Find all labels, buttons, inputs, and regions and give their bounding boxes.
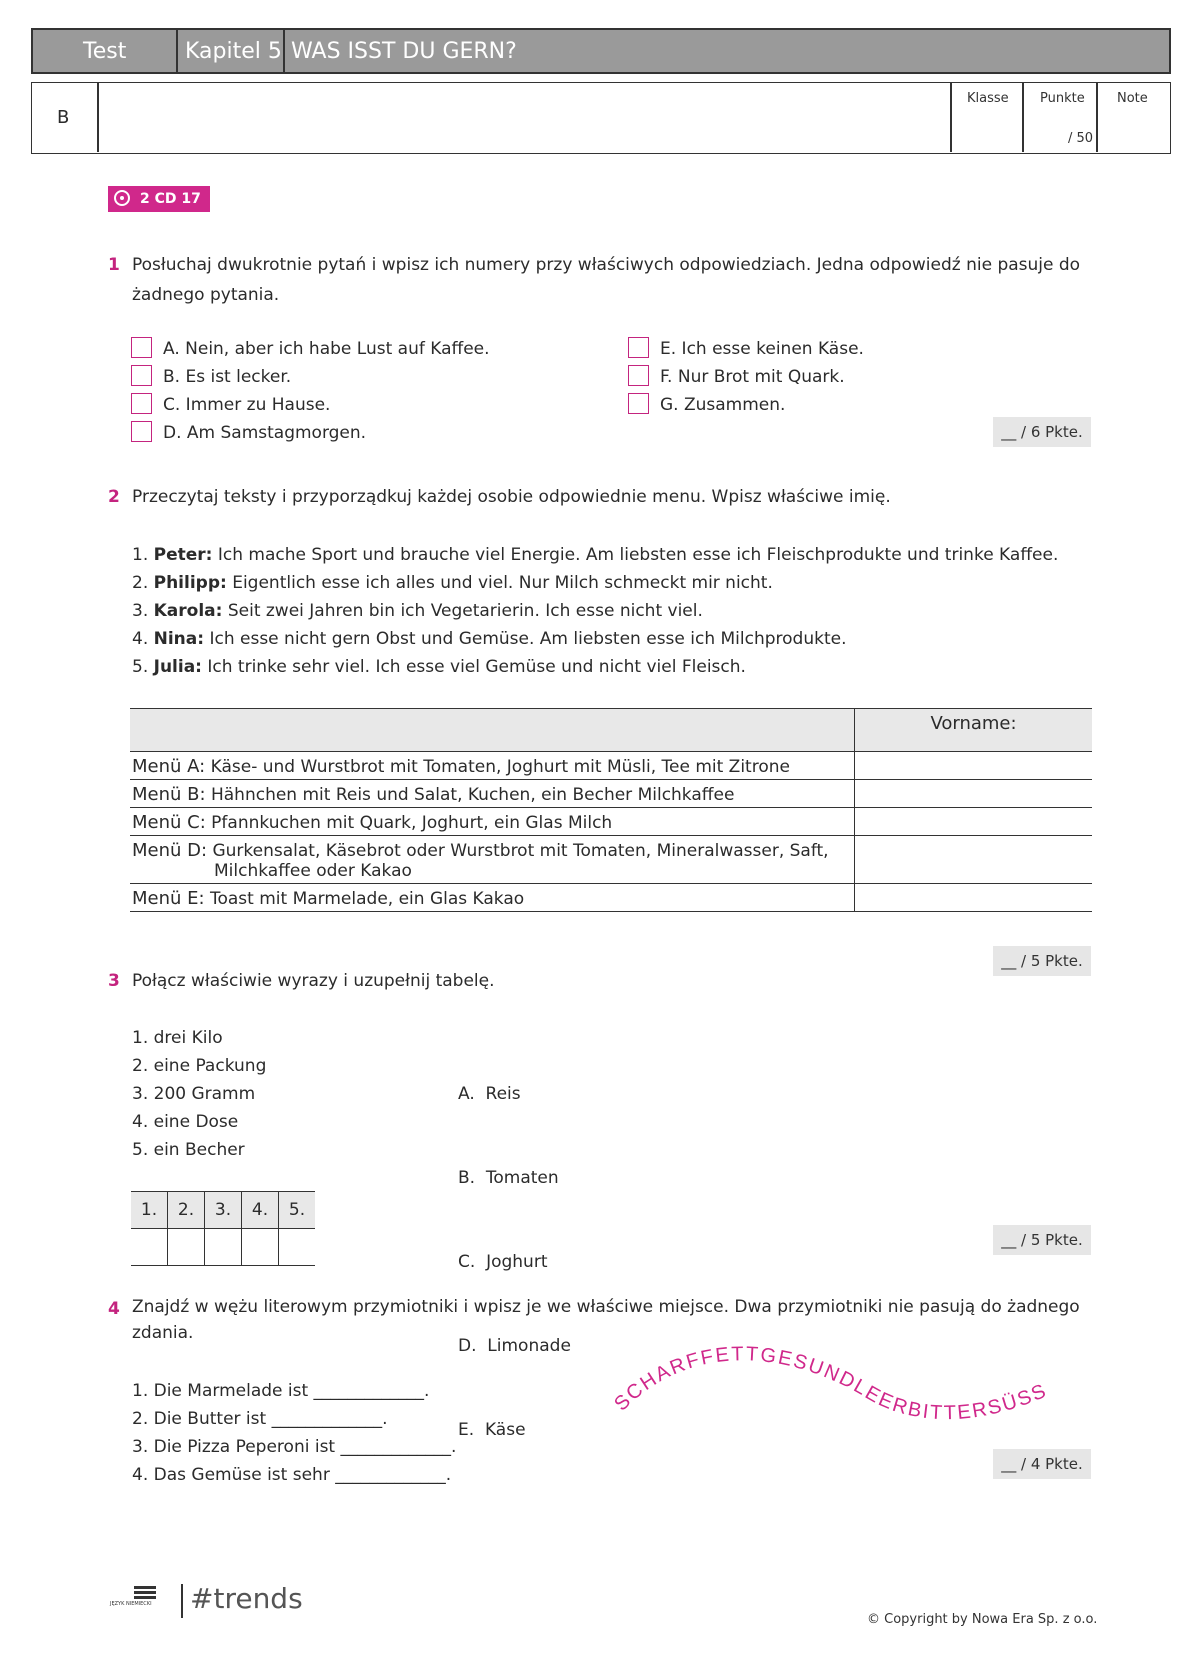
- table-row: Menü E: Toast mit Marmelade, ein Glas Kakao: [130, 884, 1092, 912]
- fill-in-sentence[interactable]: 2. Die Butter ist _____________.: [132, 1409, 388, 1429]
- punkte-total: / 50: [1068, 131, 1094, 146]
- divider: [950, 83, 952, 152]
- task-number: 4: [108, 1299, 120, 1319]
- grid-header: 5.: [279, 1192, 316, 1229]
- table-row: Menü B: Hähnchen mit Reis und Salat, Kuchen, ein Becher Milchkaffee: [130, 780, 1092, 808]
- student-info-box: [31, 82, 1171, 154]
- person-item: 2. Philipp: Eigentlich esse ich alles und viel. Nur Milch schmeckt mir nicht.: [132, 573, 773, 593]
- list-item: A. Reis: [458, 1084, 521, 1104]
- table-row: Menü C: Pfannkuchen mit Quark, Joghurt, ein Glas Milch: [130, 808, 1092, 836]
- task-instruction: Połącz właściwie wyrazy i uzupełnij tabelę.: [132, 971, 495, 991]
- instruction-line: zdania.: [132, 1323, 194, 1343]
- product-list: [458, 1024, 571, 1472]
- fill-in-sentence[interactable]: 3. Die Pizza Peperoni ist _____________.: [132, 1437, 457, 1457]
- snake-text: SCHARFFETTGESUNDLEERBITTERSÜSS: [610, 1343, 1051, 1425]
- menu-table: [130, 708, 1092, 912]
- list-item: 4. eine Dose: [132, 1112, 239, 1132]
- audio-track-label: 2 CD 17: [140, 191, 201, 207]
- option-b: B. Es ist lecker.: [163, 367, 292, 387]
- punkte-label: Punkte: [1040, 91, 1085, 106]
- group-label: B: [57, 107, 70, 128]
- answer-checkbox[interactable]: [131, 365, 152, 386]
- points-box: __ / 5 Pkte.: [993, 1225, 1091, 1255]
- table-row: Menü A: Käse- und Wurstbrot mit Tomaten, Joghurt mit Müsli, Tee mit Zitrone: [130, 752, 1092, 780]
- points-box: __ / 4 Pkte.: [993, 1449, 1091, 1479]
- answer-grid: [131, 1191, 315, 1266]
- table-header-empty: [130, 709, 855, 752]
- points-box: __ / 6 Pkte.: [993, 417, 1091, 447]
- answer-checkbox[interactable]: [628, 337, 649, 358]
- option-c: C. Immer zu Hause.: [163, 395, 331, 415]
- person-item: 5. Julia: Ich trinke sehr viel. Ich esse viel Gemüse und nicht viel Fleisch.: [132, 657, 746, 677]
- list-item: E. Käse: [458, 1420, 526, 1440]
- header-divider: [176, 30, 178, 72]
- header-divider: [283, 30, 285, 72]
- instruction-line: Znajdź w wężu literowym przymiotniki i wpisz je we właściwe miejsce. Dwa przymiotniki nie pasują do żadnego: [132, 1297, 1080, 1317]
- list-item: D. Limonade: [458, 1336, 571, 1356]
- name-answer-cell[interactable]: [855, 752, 1093, 780]
- letter-snake: [600, 1330, 1100, 1450]
- fill-in-sentence[interactable]: 1. Die Marmelade ist _____________.: [132, 1381, 430, 1401]
- table-header-vorname: Vorname:: [855, 709, 1093, 752]
- grid-header: 2.: [168, 1192, 205, 1229]
- list-item: 2. eine Packung: [132, 1056, 267, 1076]
- option-f: F. Nur Brot mit Quark.: [660, 367, 845, 387]
- divider: [1022, 83, 1024, 152]
- instruction-line: Posłuchaj dwukrotnie pytań i wpisz ich numery przy właściwych odpowiedziach. Jedna odpowiedź nie pasuje do: [132, 255, 1081, 275]
- grid-answer-cell[interactable]: [279, 1229, 316, 1266]
- points-box: __ / 5 Pkte.: [993, 946, 1091, 976]
- answer-checkbox[interactable]: [628, 393, 649, 414]
- publisher-small-text: JĘZYK NIEMIECKI: [110, 1601, 152, 1607]
- sentence-list: [132, 1377, 456, 1489]
- option-a: A. Nein, aber ich habe Lust auf Kaffee.: [163, 339, 490, 359]
- name-answer-cell[interactable]: [855, 780, 1093, 808]
- grid-answer-cell[interactable]: [242, 1229, 279, 1266]
- answer-checkbox[interactable]: [131, 337, 152, 358]
- note-label: Note: [1117, 91, 1148, 106]
- audio-track-badge: [108, 186, 210, 212]
- list-item: B. Tomaten: [458, 1168, 559, 1188]
- list-item: 3. 200 Gramm: [132, 1084, 256, 1104]
- answer-checkbox[interactable]: [131, 421, 152, 442]
- publisher-logo: [110, 1586, 158, 1607]
- task-instruction: Przeczytaj teksty i przyporządkuj każdej osobie odpowiednie menu. Wpisz właściwe imię.: [132, 487, 891, 507]
- task-number: 2: [108, 487, 120, 507]
- option-e: E. Ich esse keinen Käse.: [660, 339, 864, 359]
- page-title: WAS ISST DU GERN?: [291, 39, 517, 64]
- person-item: 1. Peter: Ich mache Sport und brauche viel Energie. Am liebsten esse ich Fleischprodukte und trinke Kaffee.: [132, 545, 1059, 565]
- task-instruction: [132, 250, 1132, 310]
- quantity-list: [132, 1024, 266, 1164]
- option-g: G. Zusammen.: [660, 395, 786, 415]
- table-row: Menü D: Gurkensalat, Käsebrot oder Wurstbrot mit Tomaten, Mineralwasser, Saft, Milchkaffee oder Kakao: [130, 836, 1092, 884]
- name-answer-cell[interactable]: [855, 884, 1093, 912]
- answer-checkbox[interactable]: [628, 365, 649, 386]
- grid-header: 4.: [242, 1192, 279, 1229]
- footer-divider: [181, 1584, 183, 1618]
- header-bar: [31, 28, 1171, 74]
- list-item: C. Joghurt: [458, 1252, 548, 1272]
- brand-logo: #trends: [190, 1582, 303, 1615]
- grid-answer-cell[interactable]: [131, 1229, 168, 1266]
- task-number: 1: [108, 255, 120, 275]
- grid-answer-cell[interactable]: [168, 1229, 205, 1266]
- person-item: 4. Nina: Ich esse nicht gern Obst und Gemüse. Am liebsten esse ich Milchprodukte.: [132, 629, 847, 649]
- list-item: 1. drei Kilo: [132, 1028, 223, 1048]
- chapter-label: Kapitel 5: [185, 39, 282, 64]
- list-item: 5. ein Becher: [132, 1140, 245, 1160]
- grid-answer-cell[interactable]: [205, 1229, 242, 1266]
- answer-checkbox[interactable]: [131, 393, 152, 414]
- name-answer-cell[interactable]: [855, 836, 1093, 884]
- task-number: 3: [108, 971, 120, 991]
- option-d: D. Am Samstagmorgen.: [163, 423, 367, 443]
- test-label: Test: [83, 39, 127, 64]
- divider: [97, 83, 99, 152]
- person-list: [132, 541, 1132, 681]
- person-item: 3. Karola: Seit zwei Jahren bin ich Vegetarierin. Ich esse nicht viel.: [132, 601, 703, 621]
- fill-in-sentence[interactable]: 4. Das Gemüse ist sehr _____________.: [132, 1465, 452, 1485]
- grid-header: 3.: [205, 1192, 242, 1229]
- copyright: © Copyright by Nowa Era Sp. z o.o.: [867, 1612, 1098, 1627]
- cd-icon: [114, 190, 130, 206]
- divider: [1096, 83, 1098, 152]
- instruction-line: żadnego pytania.: [132, 285, 280, 305]
- grid-header: 1.: [131, 1192, 168, 1229]
- name-answer-cell[interactable]: [855, 808, 1093, 836]
- klasse-label: Klasse: [967, 91, 1009, 106]
